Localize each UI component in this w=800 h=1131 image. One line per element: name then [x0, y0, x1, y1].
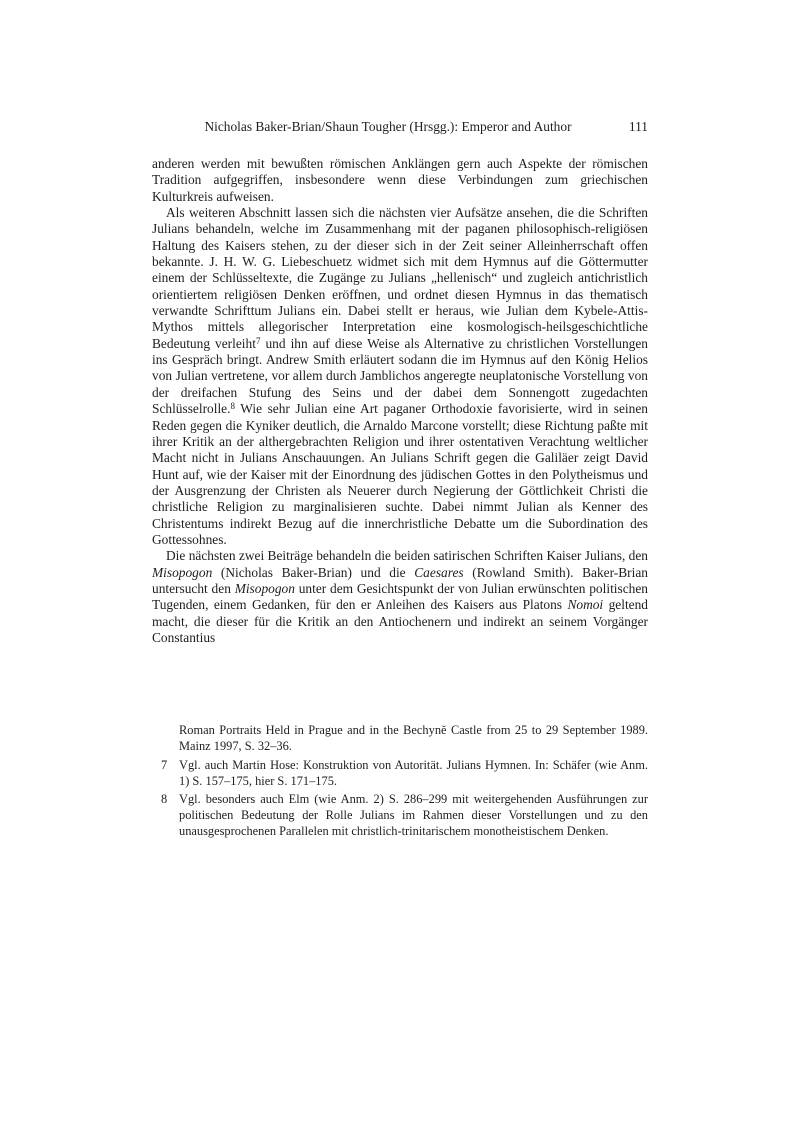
footnote	[161, 722, 648, 754]
footnote-number: 8	[161, 792, 168, 806]
text-run: unter dem Gesichtspunkt der von Julian erwünschten politischen Tugenden, einem Gedanken, für den er Anleihen des Kaisers aus Platons	[152, 580, 648, 613]
footnote	[161, 757, 648, 789]
text-run: (Nicholas Baker-Brian) und die	[212, 564, 415, 580]
footnote-ref: 7	[255, 335, 261, 346]
text-run: und ihn auf diese Weise als Alternative zu christlichen Vorstellungen ins Gespräch bringt. Andrew Smith erläutert sodann die im Hymnus auf den König Helios von Julian vertretene, vor allem durch Jamblichos angeregte neuplatonische Vorstellung von der dreifachen Stufung des Seins und der dabei dem Sonnengott zugedachten Schlüsselrolle.	[152, 335, 648, 417]
footnotes	[161, 722, 648, 842]
footnote	[161, 791, 648, 839]
paragraph	[152, 156, 648, 205]
text-run: Die nächsten zwei Beiträge behandeln die beiden satirischen Schriften Kaiser Julians, den	[166, 548, 648, 564]
page-header	[152, 119, 648, 137]
italic-text: Nomoi	[567, 597, 604, 613]
footnote-number: 7	[161, 757, 168, 772]
text-run: Wie sehr Julian eine Art paganer Orthodoxie favorisierte, wird in seinen Reden gegen die Kyniker deutlich, die Arnaldo Marcone vorstellt; diese Richtung paßte mit ihrer Kritik an der althergebrachten Religion und ihrer ostentativen Verachtung weltlicher Macht nicht in Julians Anschauungen. An Julians Schrift gegen die Galiläer zeigt David Hunt auf, wie der Kaiser mit der Einordnung des jüdischen Gottes in den Polytheismus und der Ausgrenzung der Christen als Neuerer durch Negierung der Göttlichkeit Christi die christliche Religion zu marginalisieren suchte. Dabei nimmt Julian als Kenner des Christentums indirekt Bezug auf die innerchristliche Debatte um die Subordination des Gottessohnes.	[152, 401, 648, 547]
footnote-text: Roman Portraits Held in Prague and in the Bechynĕ Castle from 25 to 29 September 1989. Mainz 1997, S. 32–36.	[179, 723, 648, 753]
italic-text: Misopogon	[152, 564, 213, 580]
text-run: Als weiteren Abschnitt lassen sich die nächsten vier Aufsätze ansehen, die die Schriften Julians behandeln, welche im Zusammenhang mit der paganen philosophisch-religiösen Haltung des Kaisers stehen, zu der dieser sich in der Zeit seiner Alleinherrschaft offen bekannte. J. H. W. G. Liebeschuetz widmet sich mit dem Hymnus auf die Göttermutter einem der Schlüsseltexte, die Zugänge zu Julians „hellenisch“ und zugleich antichristlich orientiertem religiösen Denken eröffnen, und ordnet diesen Hymnus in das thematisch verwandte Schrifttum Julians ein. Dabei stellt er heraus, wie Julian dem Kybele-Attis-Mythos mittels allegorischer Interpretation eine kosmologisch-heilsgeschichtliche Bedeutung verleiht	[152, 205, 648, 351]
body-text	[152, 156, 648, 646]
footnote-text: Vgl. besonders auch Elm (wie Anm. 2) S. 286–299 mit weitergehenden Ausführungen zur politischen Bedeutung der Rolle Julians im Rahmen dieser Vorstellungen und zu den unausgesprochenen Parallelen mit christlich-trinitarischem monotheistischem Denken.	[179, 792, 648, 838]
paragraph	[152, 548, 648, 646]
footnote-ref: 8	[230, 401, 235, 412]
text-run: (Rowland Smith). Baker-Brian untersucht den	[152, 564, 648, 596]
footnote-text: Vgl. auch Martin Hose: Konstruktion von Autorität. Julians Hymnen. In: Schäfer (wie Anm. 1) S. 157–175, hier S. 171–175.	[179, 757, 648, 788]
page-number: 111	[628, 119, 648, 134]
text-run: anderen werden mit bewußten römischen Anklängen gern auch Aspekte der römischen Tradition aufgegriffen, insbesondere wenn diese Verbindungen zum griechischen Kulturkreis aufweisen.	[152, 156, 648, 204]
running-head: Nicholas Baker-Brian/Shaun Tougher (Hrsgg.): Emperor and Author	[204, 119, 572, 134]
text-run: geltend macht, die dieser für die Kritik an den Antiochenern und indirekt an seinem Vorgänger Constantius	[152, 597, 648, 645]
italic-text: Caesares	[414, 564, 464, 580]
paragraph	[152, 205, 648, 548]
italic-text: Misopogon	[234, 580, 295, 596]
